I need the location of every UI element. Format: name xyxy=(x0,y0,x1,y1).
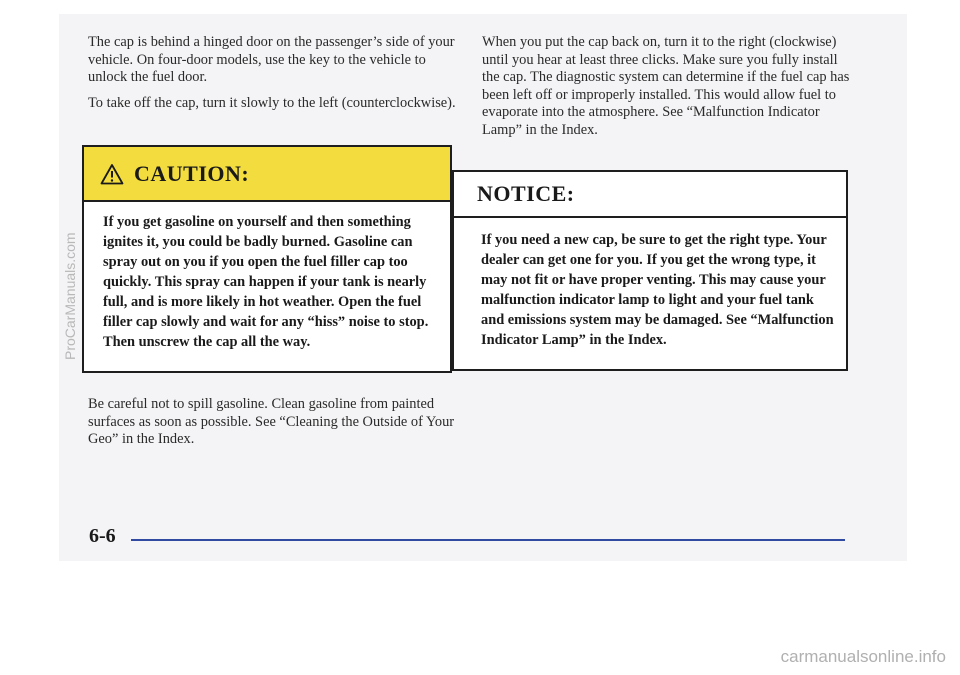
remove-cap-paragraph: To take off the cap, turn it slowly to the left (counterclockwise). xyxy=(88,94,456,111)
right-column xyxy=(482,34,852,147)
page-number: 6-6 xyxy=(89,525,116,547)
notice-text: If you need a new cap, be sure to get the right type. Your dealer can get one for you. If you get the wrong type, it may not fit or have proper venting. This may cause your malfunction indicator lamp to light and your fuel tank and emissions system may be damaged. See “Malfunction Indicator Lamp” in the Index. xyxy=(481,232,834,348)
left-column xyxy=(88,34,458,120)
notice-box xyxy=(452,170,848,371)
footer-rule xyxy=(131,539,845,541)
spill-paragraph: Be careful not to spill gasoline. Clean gasoline from painted surfaces as soon as possible. See “Cleaning the Outside of Your Geo” in the Index. xyxy=(88,396,455,447)
caution-text: If you get gasoline on yourself and then something ignites it, you could be badly burned. Gasoline can spray out on you if you open the fuel filler cap too quickly. This spray can happen if your tank is nearly full, and is more likely in hot weather. Open the fuel filler cap slowly and wait for any “hiss” noise to stop. Then unscrew the cap all the way. xyxy=(103,214,429,350)
left-column-bottom xyxy=(88,396,458,457)
side-watermark: ProCarManuals.com xyxy=(62,232,78,360)
notice-header xyxy=(454,172,846,218)
caution-box xyxy=(82,145,452,373)
caution-title: CAUTION: xyxy=(134,160,250,186)
bottom-watermark: carmanualsonline.info xyxy=(780,647,946,666)
warning-triangle-icon xyxy=(100,163,124,185)
fuel-door-paragraph: The cap is behind a hinged door on the passenger’s side of your vehicle. On four-door models, use the key to the vehicle to unlock the fuel door. xyxy=(88,34,455,85)
caution-header xyxy=(84,147,450,202)
reinstall-cap-paragraph: When you put the cap back on, turn it to the right (clockwise) until you hear at least three clicks. Make sure you fully install the cap. The diagnostic system can determine if the fuel cap has been left off or improperly installed. This would allow fuel to evaporate into the atmosphere. See “Malfunction Indicator Lamp” in the Index. xyxy=(482,34,850,138)
notice-title: NOTICE: xyxy=(477,181,575,206)
